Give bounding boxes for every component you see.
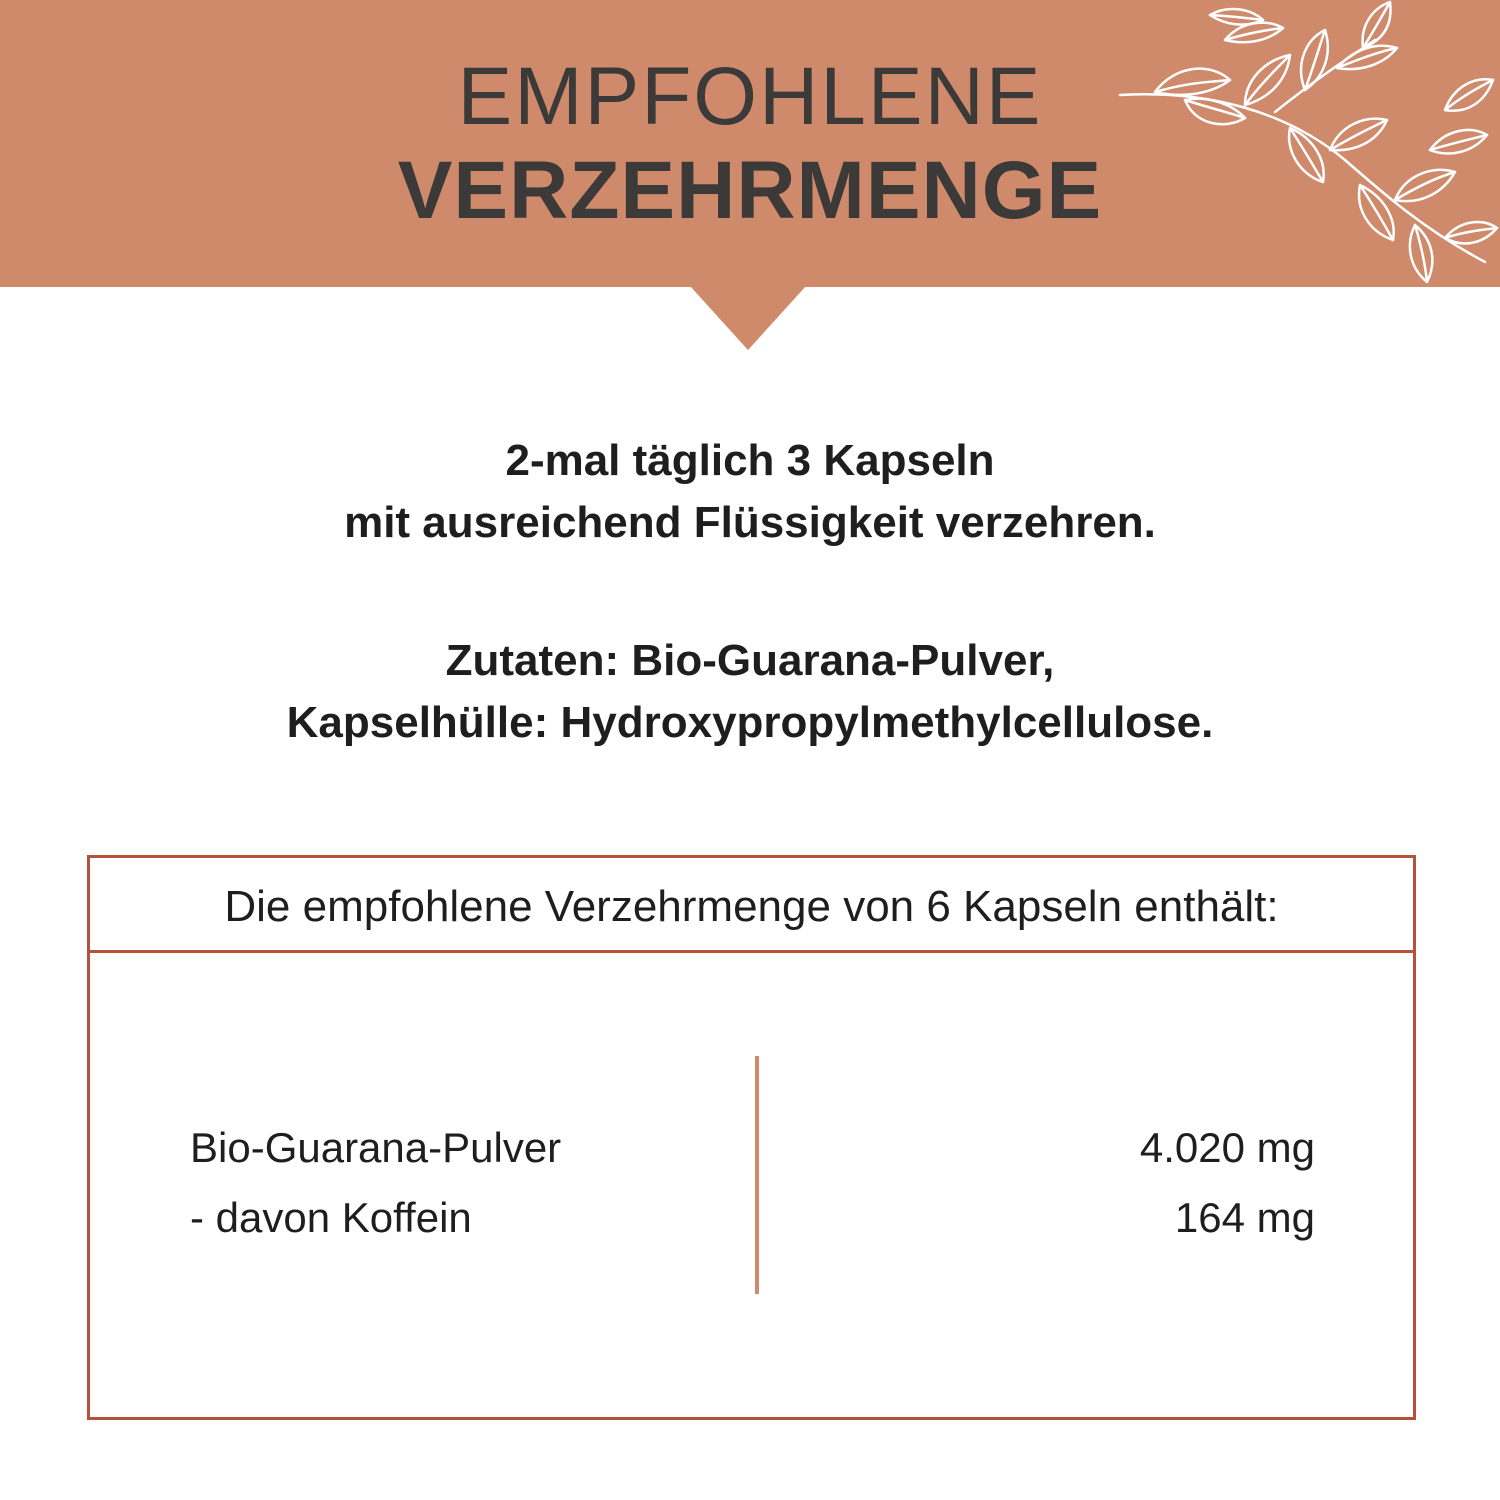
nutrition-table (87, 855, 1416, 1420)
row-label-guarana: Bio-Guarana-Pulver (190, 1124, 562, 1171)
banner-pointer (690, 286, 806, 350)
page-title-line2: VERZEHRMENGE (397, 145, 1103, 236)
row-value-koffein: 164 mg (1174, 1194, 1315, 1241)
column-divider (755, 1056, 759, 1294)
dosage-line2: mit ausreichend Flüssigkeit verzehren. (344, 498, 1156, 547)
ingredients-line2: Kapselhülle: Hydroxypropylmethylcellulose. (286, 698, 1214, 747)
ingredients-line1: Zutaten: Bio-Guarana-Pulver, (445, 636, 1055, 685)
row-label-koffein: - davon Koffein (190, 1194, 472, 1241)
row-value-guarana: 4.020 mg (1139, 1124, 1315, 1171)
nutrition-table-heading: Die empfohlene Verzehrmenge von 6 Kapseln enthält: (90, 858, 1413, 953)
ingredients-text (0, 630, 1500, 754)
dosage-line1: 2-mal täglich 3 Kapseln (505, 436, 995, 485)
header-banner (0, 0, 1500, 287)
leaf-branch-icon (1115, 0, 1500, 287)
dosage-instructions (0, 430, 1500, 554)
page-title-line1: EMPFOHLENE (457, 51, 1043, 142)
